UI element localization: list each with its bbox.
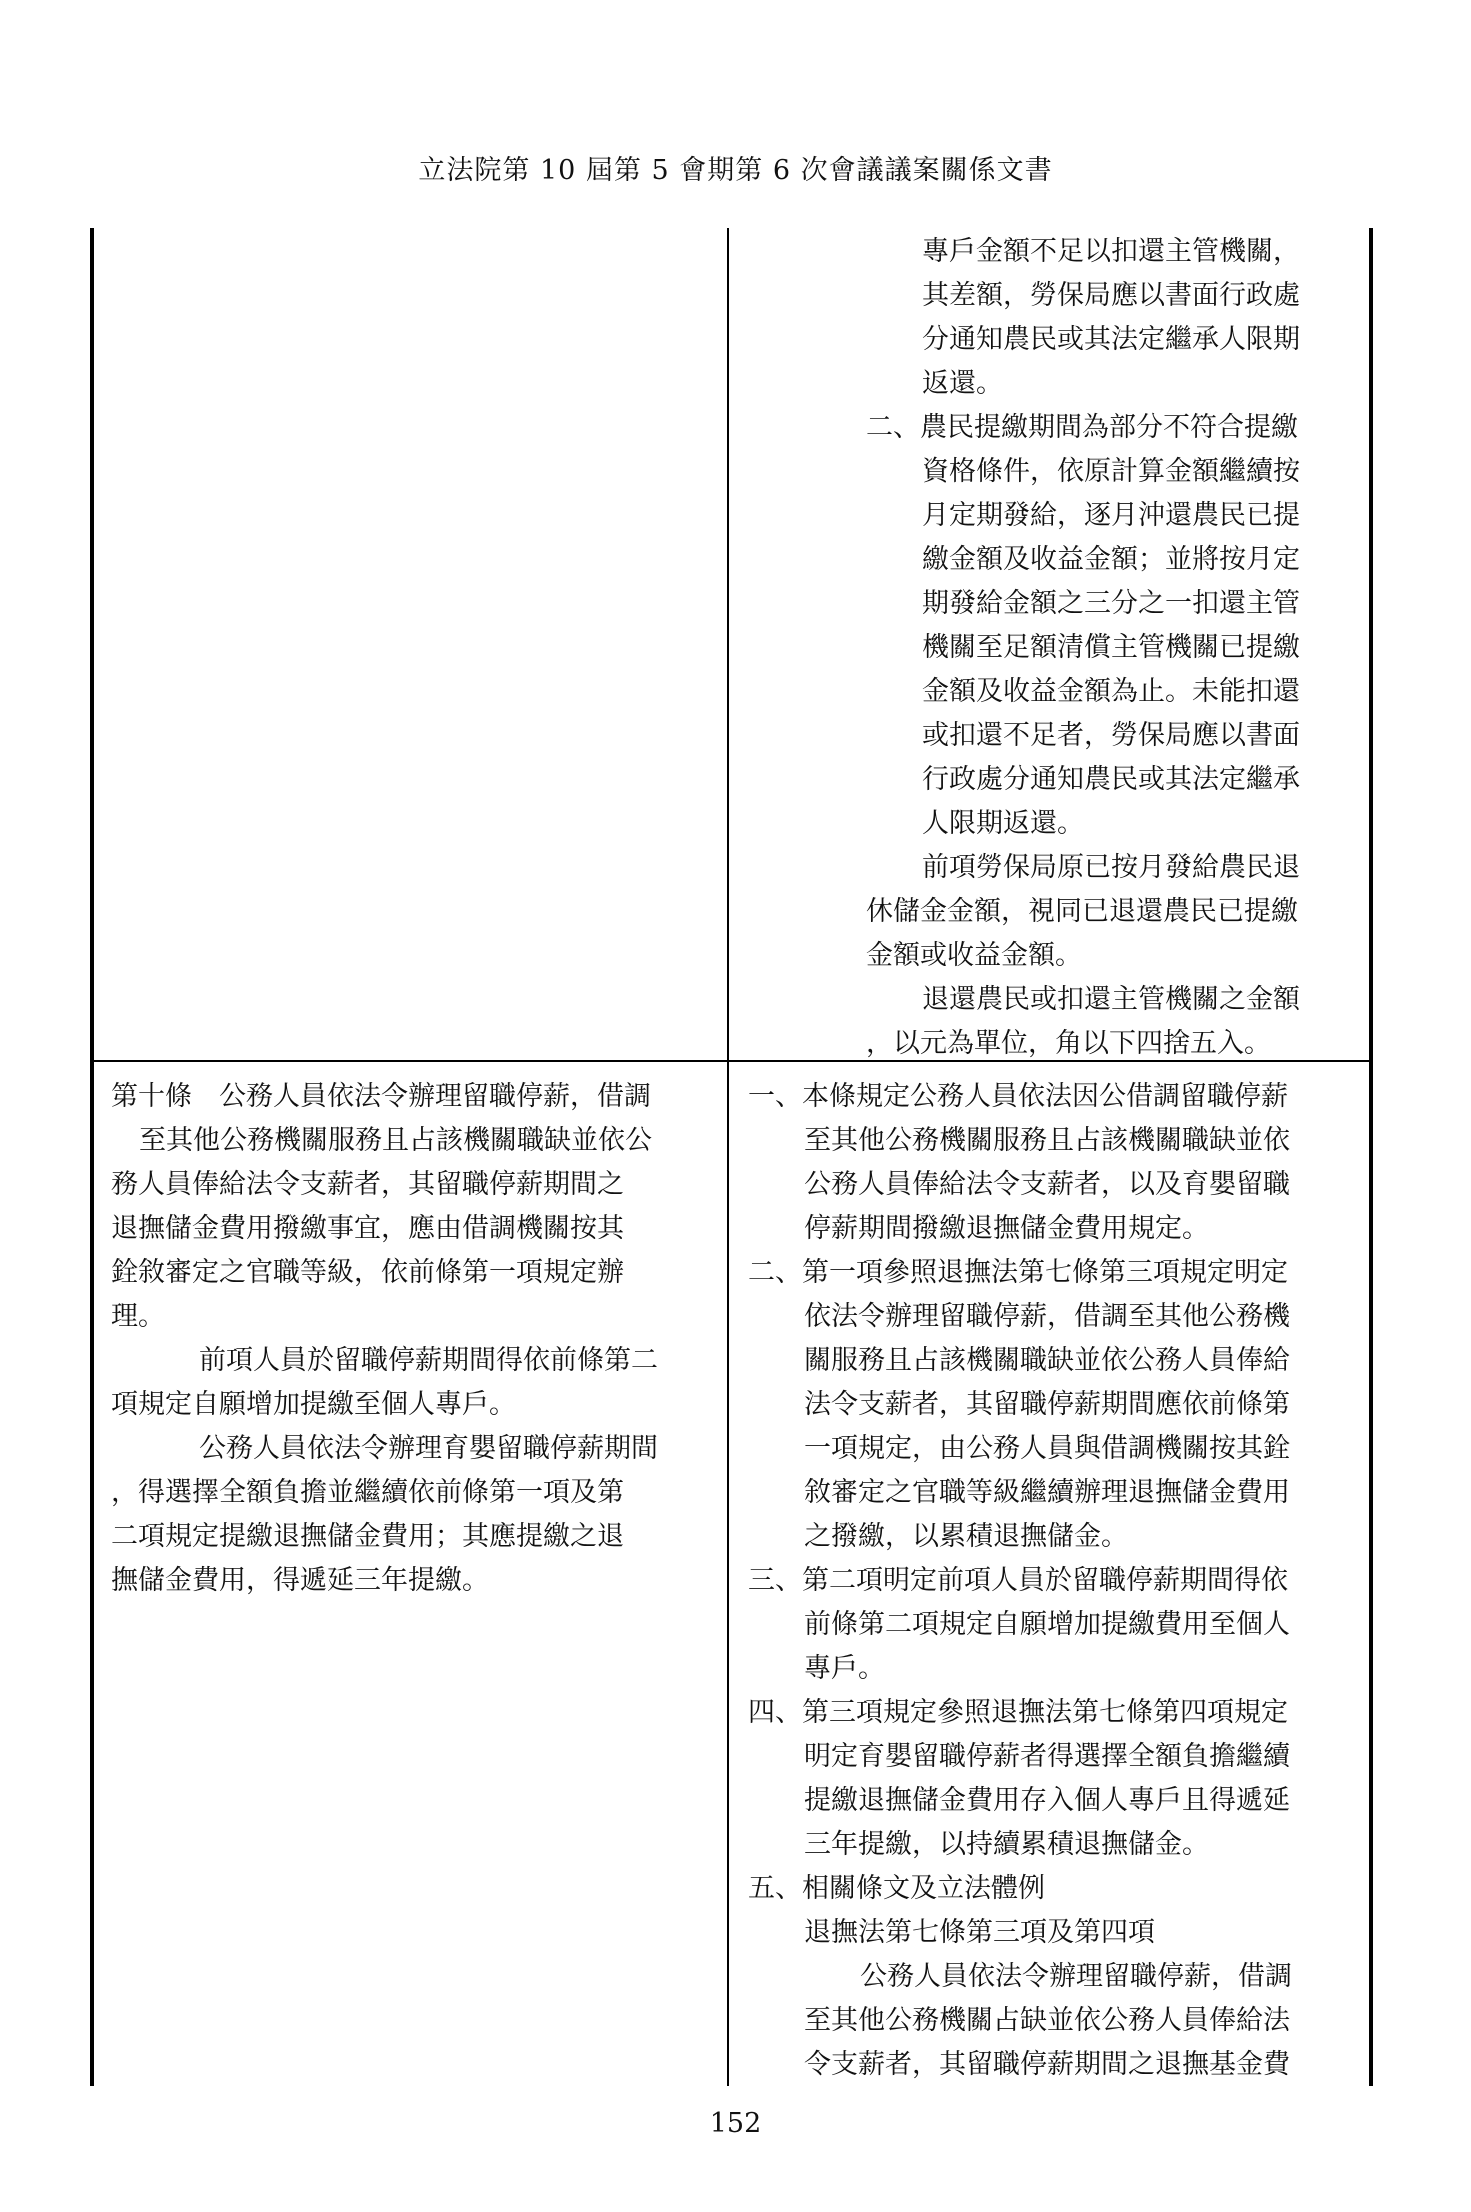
text-line: 四、第三項規定參照退撫法第七條第四項規定 — [748, 1697, 1288, 1728]
table-right-border — [1369, 228, 1373, 2086]
text-line: 前項勞保局原已按月發給農民退 — [922, 852, 1300, 883]
text-line: 金額或收益金額。 — [866, 940, 1082, 971]
text-line: 金額及收益金額為止。未能扣還 — [922, 676, 1300, 707]
text-line: 之撥繳，以累積退撫儲金。 — [804, 1521, 1128, 1552]
text-line: 期發給金額之三分之一扣還主管 — [922, 588, 1300, 619]
text-line: 項規定自願增加提繳至個人專戶。 — [111, 1389, 516, 1420]
text-line: ，得選擇全額負擔並繼續依前條第一項及第 — [111, 1477, 624, 1508]
text-line: 退撫儲金費用撥繳事宜，應由借調機關按其 — [111, 1213, 624, 1244]
text-line: 一項規定，由公務人員與借調機關按其銓 — [804, 1433, 1290, 1464]
page-number: 152 — [709, 2108, 762, 2139]
text-line: 務人員俸給法令支薪者，其留職停薪期間之 — [111, 1169, 624, 1200]
text-line: 人限期返還。 — [922, 808, 1084, 839]
text-line: 法令支薪者，其留職停薪期間應依前條第 — [804, 1389, 1290, 1420]
text-line: 一、本條規定公務人員依法因公借調留職停薪 — [748, 1081, 1288, 1112]
text-line: ，以元為單位，角以下四捨五入。 — [866, 1028, 1271, 1059]
text-line: 月定期發給，逐月沖還農民已提 — [922, 500, 1300, 531]
text-line: 行政處分通知農民或其法定繼承 — [922, 764, 1300, 795]
text-line: 資格條件，依原計算金額繼續按 — [922, 456, 1300, 487]
text-line: 至其他公務機關服務且占該機關職缺並依公 — [139, 1125, 652, 1156]
text-line: 令支薪者，其留職停薪期間之退撫基金費 — [804, 2049, 1290, 2080]
text-line: 或扣還不足者，勞保局應以書面 — [922, 720, 1300, 751]
text-line: 繳金額及收益金額；並將按月定 — [922, 544, 1300, 575]
table-left-border — [90, 228, 94, 2086]
text-line: 第十條 公務人員依法令辦理留職停薪，借調 — [111, 1081, 651, 1112]
text-line: 公務人員依法令辦理育嬰留職停薪期間 — [199, 1433, 658, 1464]
table-middle-divider — [727, 228, 729, 2086]
text-line: 銓敘審定之官職等級，依前條第一項規定辦 — [111, 1257, 624, 1288]
text-line: 退還農民或扣還主管機關之金額 — [922, 984, 1300, 1015]
text-line: 依法令辦理留職停薪，借調至其他公務機 — [804, 1301, 1290, 1332]
text-line: 提繳退撫儲金費用存入個人專戶且得遞延 — [804, 1785, 1290, 1816]
text-line: 其差額，勞保局應以書面行政處 — [922, 280, 1300, 311]
text-line: 二項規定提繳退撫儲金費用；其應提繳之退 — [111, 1521, 624, 1552]
text-line: 三年提繳，以持續累積退撫儲金。 — [804, 1829, 1209, 1860]
text-line: 二、第一項參照退撫法第七條第三項規定明定 — [748, 1257, 1288, 1288]
text-line: 撫儲金費用，得遞延三年提繳。 — [111, 1565, 489, 1596]
text-line: 二、農民提繳期間為部分不符合提繳 — [866, 412, 1298, 443]
text-line: 公務人員依法令辦理留職停薪，借調 — [860, 1961, 1292, 1992]
text-line: 前項人員於留職停薪期間得依前條第二 — [199, 1345, 658, 1376]
text-line: 五、相關條文及立法體例 — [748, 1873, 1045, 1904]
text-line: 返還。 — [922, 368, 1003, 399]
text-line: 三、第二項明定前項人員於留職停薪期間得依 — [748, 1565, 1288, 1596]
document-header: 立法院第 10 屆第 5 會期第 6 次會議議案關係文書 — [418, 155, 1053, 186]
text-line: 明定育嬰留職停薪者得選擇全額負擔繼續 — [804, 1741, 1290, 1772]
text-line: 公務人員俸給法令支薪者，以及育嬰留職 — [804, 1169, 1290, 1200]
text-line: 機關至足額清償主管機關已提繳 — [922, 632, 1300, 663]
text-line: 退撫法第七條第三項及第四項 — [804, 1917, 1155, 1948]
text-line: 前條第二項規定自願增加提繳費用至個人 — [804, 1609, 1290, 1640]
text-line: 理。 — [111, 1301, 165, 1332]
text-line: 至其他公務機關服務且占該機關職缺並依 — [804, 1125, 1290, 1156]
text-line: 關服務且占該機關職缺並依公務人員俸給 — [804, 1345, 1290, 1376]
text-line: 停薪期間撥繳退撫儲金費用規定。 — [804, 1213, 1209, 1244]
text-line: 分通知農民或其法定繼承人限期 — [922, 324, 1300, 355]
text-line: 敘審定之官職等級繼續辦理退撫儲金費用 — [804, 1477, 1290, 1508]
text-line: 專戶。 — [804, 1653, 885, 1684]
text-line: 休儲金金額，視同已退還農民已提繳 — [866, 896, 1298, 927]
text-line: 至其他公務機關占缺並依公務人員俸給法 — [804, 2005, 1290, 2036]
text-line: 專戶金額不足以扣還主管機關， — [922, 236, 1300, 267]
